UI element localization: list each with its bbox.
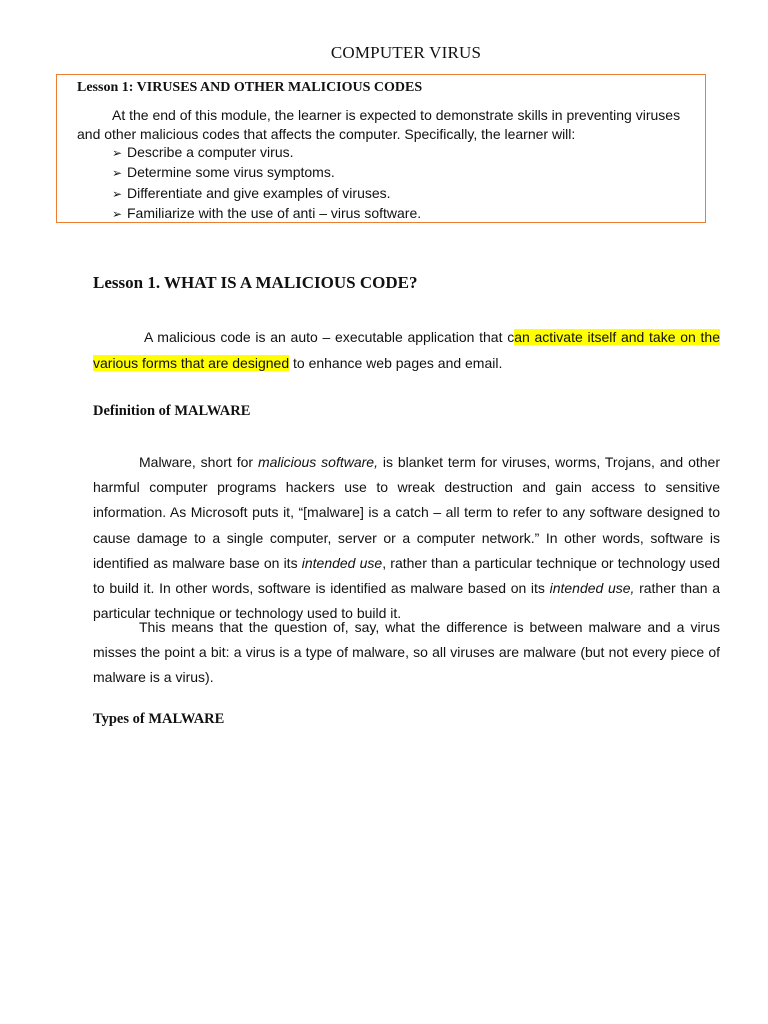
objective-item [112,163,421,183]
objective-text: Differentiate and give examples of viruses. [127,184,391,201]
intro-text-start: A malicious code is an auto – executable application that c [144,329,515,345]
definition-text: , rather than a particular technique or technology used to build it. In other words, software is identified as malware based on its [93,554,721,597]
objective-item [112,204,421,224]
definition-text: is blanket term for viruses, worms, Trojans, and other harmful computer programs hackers use to wreak destruction and gain access to sensitive information. As Microsoft puts it, “[malware] is a catch – all term to refer to any software designed to cause damage to a single computer, server or a computer network.” In other words, software is identified as malware base on its [93,454,720,571]
objective-text: Familiarize with the use of anti – virus software. [127,204,422,221]
arrow-bullet-icon: ➢ [112,166,123,181]
objective-item [112,184,421,204]
highlighted-text: an activate itself and take on the various forms that are designed [93,329,720,371]
malicious-code-paragraph [93,324,720,376]
definition-text: Malware, short for [139,454,258,470]
definition-text: rather than a particular technique or technology used to build it. [93,580,721,622]
definition-heading: Definition of MALWARE [93,403,251,419]
arrow-bullet-icon: ➢ [112,146,123,160]
document-title: COMPUTER VIRUS [330,43,482,62]
objectives-list [112,143,421,224]
objectives-intro: At the end of this module, the learner is expected to demonstrate skills in preventing viruses and other malicious codes that affects the computer. Specifically, the learner will: [77,107,681,142]
arrow-bullet-icon: ➢ [112,186,123,201]
italic-term: intended use, [549,580,635,597]
arrow-bullet-icon: ➢ [112,206,123,221]
lesson-heading: Lesson 1. WHAT IS A MALICIOUS CODE? [93,273,418,292]
objective-item [112,143,421,163]
italic-term: intended use [301,554,383,571]
lesson-objectives-box [56,74,706,223]
objectives-heading: Lesson 1: VIRUSES AND OTHER MALICIOUS CODES [77,80,423,95]
objective-text: Describe a computer virus. [127,144,294,160]
intro-text-end: to enhance web pages and email. [289,355,503,371]
italic-term: malicious software, [257,454,378,470]
malware-vs-virus-paragraph: This means that the question of, say, what the difference is between malware and a virus misses the point a bit: a virus is a type of malware, so all viruses are malware (but not every piece of malware is a virus). [93,619,720,686]
types-heading: Types of MALWARE [93,711,225,727]
objective-text: Determine some virus symptoms. [127,164,335,181]
malware-definition-paragraph [93,450,720,626]
